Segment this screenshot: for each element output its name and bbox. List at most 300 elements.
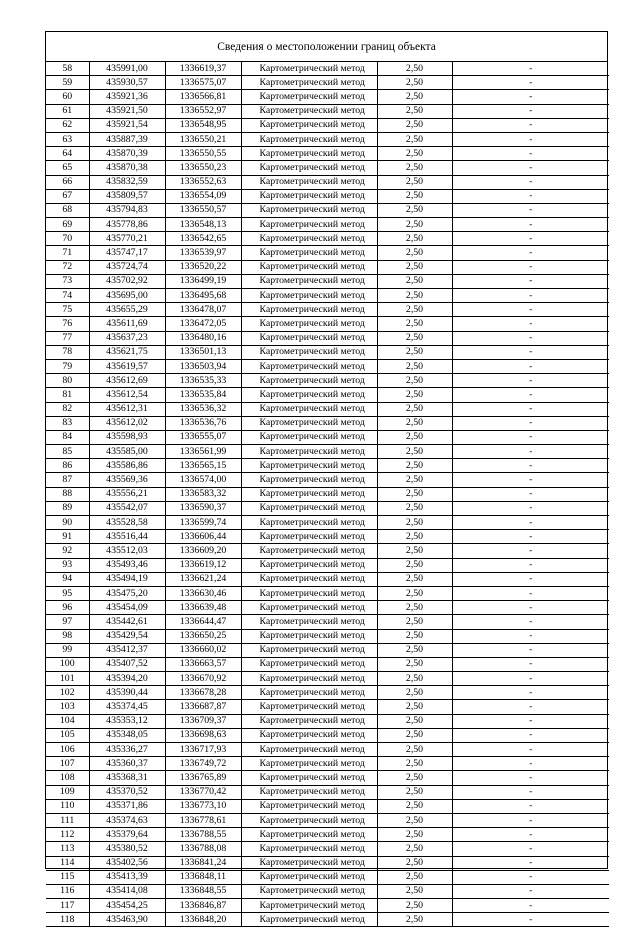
accuracy-cell: 2,50 bbox=[377, 232, 452, 246]
description-cell: - bbox=[452, 104, 609, 118]
description-cell: - bbox=[452, 289, 609, 303]
method-cell: Картометрический метод bbox=[241, 232, 377, 246]
method-cell: Картометрический метод bbox=[241, 728, 377, 742]
accuracy-cell: 2,50 bbox=[377, 274, 452, 288]
point-number-cell: 101 bbox=[46, 672, 89, 686]
point-number-cell: 115 bbox=[46, 870, 89, 884]
method-cell: Картометрический метод bbox=[241, 260, 377, 274]
point-number-cell: 67 bbox=[46, 189, 89, 203]
point-number-cell: 117 bbox=[46, 899, 89, 913]
y-coordinate-cell: 1336773,10 bbox=[165, 799, 241, 813]
y-coordinate-cell: 1336765,89 bbox=[165, 771, 241, 785]
x-coordinate-cell: 435991,00 bbox=[89, 62, 165, 76]
point-number-cell: 87 bbox=[46, 473, 89, 487]
point-number-cell: 65 bbox=[46, 161, 89, 175]
accuracy-cell: 2,50 bbox=[377, 189, 452, 203]
point-number-cell: 74 bbox=[46, 289, 89, 303]
y-coordinate-cell: 1336575,07 bbox=[165, 76, 241, 90]
accuracy-cell: 2,50 bbox=[377, 530, 452, 544]
x-coordinate-cell: 435724,74 bbox=[89, 260, 165, 274]
x-coordinate-cell: 435612,69 bbox=[89, 374, 165, 388]
method-cell: Картометрический метод bbox=[241, 402, 377, 416]
method-cell: Картометрический метод bbox=[241, 62, 377, 76]
point-number-cell: 76 bbox=[46, 317, 89, 331]
method-cell: Картометрический метод bbox=[241, 218, 377, 232]
accuracy-cell: 2,50 bbox=[377, 757, 452, 771]
method-cell: Картометрический метод bbox=[241, 657, 377, 671]
accuracy-cell: 2,50 bbox=[377, 246, 452, 260]
method-cell: Картометрический метод bbox=[241, 743, 377, 757]
point-number-cell: 72 bbox=[46, 260, 89, 274]
table-row bbox=[46, 842, 609, 856]
method-cell: Картометрический метод bbox=[241, 544, 377, 558]
y-coordinate-cell: 1336550,23 bbox=[165, 161, 241, 175]
description-cell: - bbox=[452, 586, 609, 600]
x-coordinate-cell: 435353,12 bbox=[89, 714, 165, 728]
point-number-cell: 63 bbox=[46, 132, 89, 146]
point-number-cell: 95 bbox=[46, 586, 89, 600]
method-cell: Картометрический метод bbox=[241, 899, 377, 913]
table-row bbox=[46, 643, 609, 657]
y-coordinate-cell: 1336639,48 bbox=[165, 601, 241, 615]
y-coordinate-cell: 1336619,37 bbox=[165, 62, 241, 76]
description-cell: - bbox=[452, 714, 609, 728]
y-coordinate-cell: 1336698,63 bbox=[165, 728, 241, 742]
x-coordinate-cell: 435528,58 bbox=[89, 516, 165, 530]
description-cell: - bbox=[452, 615, 609, 629]
x-coordinate-cell: 435360,37 bbox=[89, 757, 165, 771]
y-coordinate-cell: 1336590,37 bbox=[165, 501, 241, 515]
accuracy-cell: 2,50 bbox=[377, 132, 452, 146]
x-coordinate-cell: 435921,36 bbox=[89, 90, 165, 104]
y-coordinate-cell: 1336650,25 bbox=[165, 629, 241, 643]
y-coordinate-cell: 1336499,19 bbox=[165, 274, 241, 288]
x-coordinate-cell: 435380,52 bbox=[89, 842, 165, 856]
table-row bbox=[46, 530, 609, 544]
x-coordinate-cell: 435612,31 bbox=[89, 402, 165, 416]
table-row bbox=[46, 402, 609, 416]
description-cell: - bbox=[452, 345, 609, 359]
x-coordinate-cell: 435412,37 bbox=[89, 643, 165, 657]
method-cell: Картометрический метод bbox=[241, 558, 377, 572]
point-number-cell: 79 bbox=[46, 359, 89, 373]
x-coordinate-cell: 435556,21 bbox=[89, 487, 165, 501]
point-number-cell: 105 bbox=[46, 728, 89, 742]
x-coordinate-cell: 435747,17 bbox=[89, 246, 165, 260]
y-coordinate-cell: 1336848,11 bbox=[165, 870, 241, 884]
y-coordinate-cell: 1336548,95 bbox=[165, 118, 241, 132]
method-cell: Картометрический метод bbox=[241, 118, 377, 132]
y-coordinate-cell: 1336749,72 bbox=[165, 757, 241, 771]
accuracy-cell: 2,50 bbox=[377, 856, 452, 870]
point-number-cell: 60 bbox=[46, 90, 89, 104]
description-cell: - bbox=[452, 700, 609, 714]
method-cell: Картометрический метод bbox=[241, 445, 377, 459]
method-cell: Картометрический метод bbox=[241, 388, 377, 402]
x-coordinate-cell: 435612,54 bbox=[89, 388, 165, 402]
point-number-cell: 58 bbox=[46, 62, 89, 76]
table-row bbox=[46, 501, 609, 515]
point-number-cell: 106 bbox=[46, 743, 89, 757]
x-coordinate-cell: 435655,29 bbox=[89, 303, 165, 317]
accuracy-cell: 2,50 bbox=[377, 445, 452, 459]
method-cell: Картометрический метод bbox=[241, 601, 377, 615]
x-coordinate-cell: 435475,20 bbox=[89, 586, 165, 600]
y-coordinate-cell: 1336561,99 bbox=[165, 445, 241, 459]
method-cell: Картометрический метод bbox=[241, 714, 377, 728]
x-coordinate-cell: 435921,50 bbox=[89, 104, 165, 118]
x-coordinate-cell: 435637,23 bbox=[89, 331, 165, 345]
point-number-cell: 107 bbox=[46, 757, 89, 771]
point-number-cell: 71 bbox=[46, 246, 89, 260]
x-coordinate-cell: 435394,20 bbox=[89, 672, 165, 686]
table-row bbox=[46, 175, 609, 189]
accuracy-cell: 2,50 bbox=[377, 388, 452, 402]
method-cell: Картометрический метод bbox=[241, 572, 377, 586]
table-row bbox=[46, 232, 609, 246]
x-coordinate-cell: 435371,86 bbox=[89, 799, 165, 813]
x-coordinate-cell: 435454,25 bbox=[89, 899, 165, 913]
method-cell: Картометрический метод bbox=[241, 161, 377, 175]
table-row bbox=[46, 572, 609, 586]
accuracy-cell: 2,50 bbox=[377, 657, 452, 671]
point-number-cell: 90 bbox=[46, 516, 89, 530]
table-row bbox=[46, 445, 609, 459]
method-cell: Картометрический метод bbox=[241, 757, 377, 771]
x-coordinate-cell: 435702,92 bbox=[89, 274, 165, 288]
point-number-cell: 114 bbox=[46, 856, 89, 870]
x-coordinate-cell: 435778,86 bbox=[89, 218, 165, 232]
x-coordinate-cell: 435598,93 bbox=[89, 430, 165, 444]
description-cell: - bbox=[452, 189, 609, 203]
accuracy-cell: 2,50 bbox=[377, 714, 452, 728]
x-coordinate-cell: 435542,07 bbox=[89, 501, 165, 515]
x-coordinate-cell: 435407,52 bbox=[89, 657, 165, 671]
accuracy-cell: 2,50 bbox=[377, 813, 452, 827]
description-cell: - bbox=[452, 416, 609, 430]
x-coordinate-cell: 435368,31 bbox=[89, 771, 165, 785]
table-row bbox=[46, 686, 609, 700]
accuracy-cell: 2,50 bbox=[377, 359, 452, 373]
y-coordinate-cell: 1336846,87 bbox=[165, 899, 241, 913]
point-number-cell: 103 bbox=[46, 700, 89, 714]
accuracy-cell: 2,50 bbox=[377, 842, 452, 856]
point-number-cell: 78 bbox=[46, 345, 89, 359]
method-cell: Картометрический метод bbox=[241, 842, 377, 856]
accuracy-cell: 2,50 bbox=[377, 345, 452, 359]
method-cell: Картометрический метод bbox=[241, 274, 377, 288]
accuracy-cell: 2,50 bbox=[377, 615, 452, 629]
y-coordinate-cell: 1336503,94 bbox=[165, 359, 241, 373]
accuracy-cell: 2,50 bbox=[377, 260, 452, 274]
table-row bbox=[46, 246, 609, 260]
point-number-cell: 80 bbox=[46, 374, 89, 388]
method-cell: Картометрический метод bbox=[241, 870, 377, 884]
y-coordinate-cell: 1336644,47 bbox=[165, 615, 241, 629]
x-coordinate-cell: 435809,57 bbox=[89, 189, 165, 203]
description-cell: - bbox=[452, 62, 609, 76]
accuracy-cell: 2,50 bbox=[377, 501, 452, 515]
description-cell: - bbox=[452, 657, 609, 671]
description-cell: - bbox=[452, 757, 609, 771]
point-number-cell: 64 bbox=[46, 147, 89, 161]
accuracy-cell: 2,50 bbox=[377, 487, 452, 501]
point-number-cell: 112 bbox=[46, 828, 89, 842]
method-cell: Картометрический метод bbox=[241, 246, 377, 260]
table-body bbox=[46, 62, 609, 927]
table-row bbox=[46, 359, 609, 373]
point-number-cell: 62 bbox=[46, 118, 89, 132]
method-cell: Картометрический метод bbox=[241, 700, 377, 714]
description-cell: - bbox=[452, 246, 609, 260]
y-coordinate-cell: 1336670,92 bbox=[165, 672, 241, 686]
accuracy-cell: 2,50 bbox=[377, 90, 452, 104]
description-cell: - bbox=[452, 274, 609, 288]
accuracy-cell: 2,50 bbox=[377, 430, 452, 444]
point-number-cell: 92 bbox=[46, 544, 89, 558]
method-cell: Картометрический метод bbox=[241, 629, 377, 643]
method-cell: Картометрический метод bbox=[241, 473, 377, 487]
x-coordinate-cell: 435930,57 bbox=[89, 76, 165, 90]
description-cell: - bbox=[452, 147, 609, 161]
description-cell: - bbox=[452, 445, 609, 459]
point-number-cell: 113 bbox=[46, 842, 89, 856]
x-coordinate-cell: 435348,05 bbox=[89, 728, 165, 742]
method-cell: Картометрический метод bbox=[241, 913, 377, 927]
table-row bbox=[46, 870, 609, 884]
table-row bbox=[46, 615, 609, 629]
method-cell: Картометрический метод bbox=[241, 430, 377, 444]
y-coordinate-cell: 1336778,61 bbox=[165, 813, 241, 827]
point-number-cell: 108 bbox=[46, 771, 89, 785]
y-coordinate-cell: 1336552,63 bbox=[165, 175, 241, 189]
y-coordinate-cell: 1336609,20 bbox=[165, 544, 241, 558]
point-number-cell: 83 bbox=[46, 416, 89, 430]
description-cell: - bbox=[452, 90, 609, 104]
table-row bbox=[46, 558, 609, 572]
description-cell: - bbox=[452, 870, 609, 884]
accuracy-cell: 2,50 bbox=[377, 374, 452, 388]
x-coordinate-cell: 435493,46 bbox=[89, 558, 165, 572]
point-number-cell: 61 bbox=[46, 104, 89, 118]
accuracy-cell: 2,50 bbox=[377, 700, 452, 714]
point-number-cell: 98 bbox=[46, 629, 89, 643]
y-coordinate-cell: 1336548,13 bbox=[165, 218, 241, 232]
y-coordinate-cell: 1336848,20 bbox=[165, 913, 241, 927]
y-coordinate-cell: 1336599,74 bbox=[165, 516, 241, 530]
accuracy-cell: 2,50 bbox=[377, 317, 452, 331]
description-cell: - bbox=[452, 516, 609, 530]
accuracy-cell: 2,50 bbox=[377, 572, 452, 586]
x-coordinate-cell: 435586,86 bbox=[89, 459, 165, 473]
x-coordinate-cell: 435370,52 bbox=[89, 785, 165, 799]
table-row bbox=[46, 757, 609, 771]
method-cell: Картометрический метод bbox=[241, 104, 377, 118]
x-coordinate-cell: 435695,00 bbox=[89, 289, 165, 303]
y-coordinate-cell: 1336663,57 bbox=[165, 657, 241, 671]
y-coordinate-cell: 1336678,28 bbox=[165, 686, 241, 700]
x-coordinate-cell: 435611,69 bbox=[89, 317, 165, 331]
description-cell: - bbox=[452, 728, 609, 742]
accuracy-cell: 2,50 bbox=[377, 799, 452, 813]
description-cell: - bbox=[452, 913, 609, 927]
table-row bbox=[46, 104, 609, 118]
y-coordinate-cell: 1336630,46 bbox=[165, 586, 241, 600]
accuracy-cell: 2,50 bbox=[377, 218, 452, 232]
y-coordinate-cell: 1336770,42 bbox=[165, 785, 241, 799]
table-row bbox=[46, 118, 609, 132]
y-coordinate-cell: 1336841,24 bbox=[165, 856, 241, 870]
x-coordinate-cell: 435870,39 bbox=[89, 147, 165, 161]
point-number-cell: 110 bbox=[46, 799, 89, 813]
table-row bbox=[46, 487, 609, 501]
method-cell: Картометрический метод bbox=[241, 345, 377, 359]
table-row bbox=[46, 799, 609, 813]
x-coordinate-cell: 435494,19 bbox=[89, 572, 165, 586]
accuracy-cell: 2,50 bbox=[377, 558, 452, 572]
x-coordinate-cell: 435429,54 bbox=[89, 629, 165, 643]
accuracy-cell: 2,50 bbox=[377, 728, 452, 742]
table-row bbox=[46, 430, 609, 444]
accuracy-cell: 2,50 bbox=[377, 785, 452, 799]
accuracy-cell: 2,50 bbox=[377, 459, 452, 473]
description-cell: - bbox=[452, 572, 609, 586]
y-coordinate-cell: 1336687,87 bbox=[165, 700, 241, 714]
description-cell: - bbox=[452, 203, 609, 217]
x-coordinate-cell: 435379,64 bbox=[89, 828, 165, 842]
method-cell: Картометрический метод bbox=[241, 203, 377, 217]
point-number-cell: 68 bbox=[46, 203, 89, 217]
x-coordinate-cell: 435390,44 bbox=[89, 686, 165, 700]
point-number-cell: 66 bbox=[46, 175, 89, 189]
table-row bbox=[46, 416, 609, 430]
y-coordinate-cell: 1336565,15 bbox=[165, 459, 241, 473]
table-row bbox=[46, 728, 609, 742]
method-cell: Картометрический метод bbox=[241, 516, 377, 530]
method-cell: Картометрический метод bbox=[241, 331, 377, 345]
point-number-cell: 70 bbox=[46, 232, 89, 246]
accuracy-cell: 2,50 bbox=[377, 104, 452, 118]
method-cell: Картометрический метод bbox=[241, 501, 377, 515]
y-coordinate-cell: 1336619,12 bbox=[165, 558, 241, 572]
y-coordinate-cell: 1336660,02 bbox=[165, 643, 241, 657]
description-cell: - bbox=[452, 118, 609, 132]
table-row bbox=[46, 813, 609, 827]
method-cell: Картометрический метод bbox=[241, 189, 377, 203]
table-row bbox=[46, 274, 609, 288]
point-number-cell: 84 bbox=[46, 430, 89, 444]
table-row bbox=[46, 374, 609, 388]
point-number-cell: 91 bbox=[46, 530, 89, 544]
accuracy-cell: 2,50 bbox=[377, 203, 452, 217]
x-coordinate-cell: 435621,75 bbox=[89, 345, 165, 359]
table-row bbox=[46, 388, 609, 402]
accuracy-cell: 2,50 bbox=[377, 303, 452, 317]
accuracy-cell: 2,50 bbox=[377, 913, 452, 927]
method-cell: Картометрический метод bbox=[241, 487, 377, 501]
description-cell: - bbox=[452, 856, 609, 870]
description-cell: - bbox=[452, 430, 609, 444]
y-coordinate-cell: 1336583,32 bbox=[165, 487, 241, 501]
table-row bbox=[46, 899, 609, 913]
description-cell: - bbox=[452, 331, 609, 345]
accuracy-cell: 2,50 bbox=[377, 147, 452, 161]
method-cell: Картометрический метод bbox=[241, 416, 377, 430]
x-coordinate-cell: 435516,44 bbox=[89, 530, 165, 544]
description-cell: - bbox=[452, 799, 609, 813]
method-cell: Картометрический метод bbox=[241, 289, 377, 303]
accuracy-cell: 2,50 bbox=[377, 289, 452, 303]
accuracy-cell: 2,50 bbox=[377, 884, 452, 898]
y-coordinate-cell: 1336606,44 bbox=[165, 530, 241, 544]
table-row bbox=[46, 303, 609, 317]
point-number-cell: 69 bbox=[46, 218, 89, 232]
description-cell: - bbox=[452, 76, 609, 90]
method-cell: Картометрический метод bbox=[241, 771, 377, 785]
description-cell: - bbox=[452, 359, 609, 373]
accuracy-cell: 2,50 bbox=[377, 870, 452, 884]
description-cell: - bbox=[452, 218, 609, 232]
y-coordinate-cell: 1336539,97 bbox=[165, 246, 241, 260]
boundary-coordinates-table bbox=[46, 62, 609, 927]
accuracy-cell: 2,50 bbox=[377, 828, 452, 842]
y-coordinate-cell: 1336555,07 bbox=[165, 430, 241, 444]
description-cell: - bbox=[452, 402, 609, 416]
point-number-cell: 89 bbox=[46, 501, 89, 515]
point-number-cell: 102 bbox=[46, 686, 89, 700]
point-number-cell: 116 bbox=[46, 884, 89, 898]
method-cell: Картометрический метод bbox=[241, 785, 377, 799]
description-cell: - bbox=[452, 899, 609, 913]
point-number-cell: 97 bbox=[46, 615, 89, 629]
point-number-cell: 118 bbox=[46, 913, 89, 927]
y-coordinate-cell: 1336501,13 bbox=[165, 345, 241, 359]
y-coordinate-cell: 1336495,68 bbox=[165, 289, 241, 303]
x-coordinate-cell: 435402,56 bbox=[89, 856, 165, 870]
point-number-cell: 86 bbox=[46, 459, 89, 473]
description-cell: - bbox=[452, 558, 609, 572]
y-coordinate-cell: 1336552,97 bbox=[165, 104, 241, 118]
point-number-cell: 81 bbox=[46, 388, 89, 402]
accuracy-cell: 2,50 bbox=[377, 672, 452, 686]
point-number-cell: 59 bbox=[46, 76, 89, 90]
accuracy-cell: 2,50 bbox=[377, 331, 452, 345]
x-coordinate-cell: 435921,54 bbox=[89, 118, 165, 132]
y-coordinate-cell: 1336550,57 bbox=[165, 203, 241, 217]
method-cell: Картометрический метод bbox=[241, 175, 377, 189]
method-cell: Картометрический метод bbox=[241, 132, 377, 146]
x-coordinate-cell: 435374,45 bbox=[89, 700, 165, 714]
description-cell: - bbox=[452, 459, 609, 473]
y-coordinate-cell: 1336536,32 bbox=[165, 402, 241, 416]
x-coordinate-cell: 435612,02 bbox=[89, 416, 165, 430]
table-row bbox=[46, 345, 609, 359]
x-coordinate-cell: 435374,63 bbox=[89, 813, 165, 827]
x-coordinate-cell: 435336,27 bbox=[89, 743, 165, 757]
point-number-cell: 77 bbox=[46, 331, 89, 345]
x-coordinate-cell: 435619,57 bbox=[89, 359, 165, 373]
method-cell: Картометрический метод bbox=[241, 90, 377, 104]
y-coordinate-cell: 1336535,33 bbox=[165, 374, 241, 388]
table-row bbox=[46, 856, 609, 870]
method-cell: Картометрический метод bbox=[241, 147, 377, 161]
description-cell: - bbox=[452, 813, 609, 827]
x-coordinate-cell: 435454,09 bbox=[89, 601, 165, 615]
y-coordinate-cell: 1336788,08 bbox=[165, 842, 241, 856]
description-cell: - bbox=[452, 161, 609, 175]
point-number-cell: 75 bbox=[46, 303, 89, 317]
method-cell: Картометрический метод bbox=[241, 884, 377, 898]
